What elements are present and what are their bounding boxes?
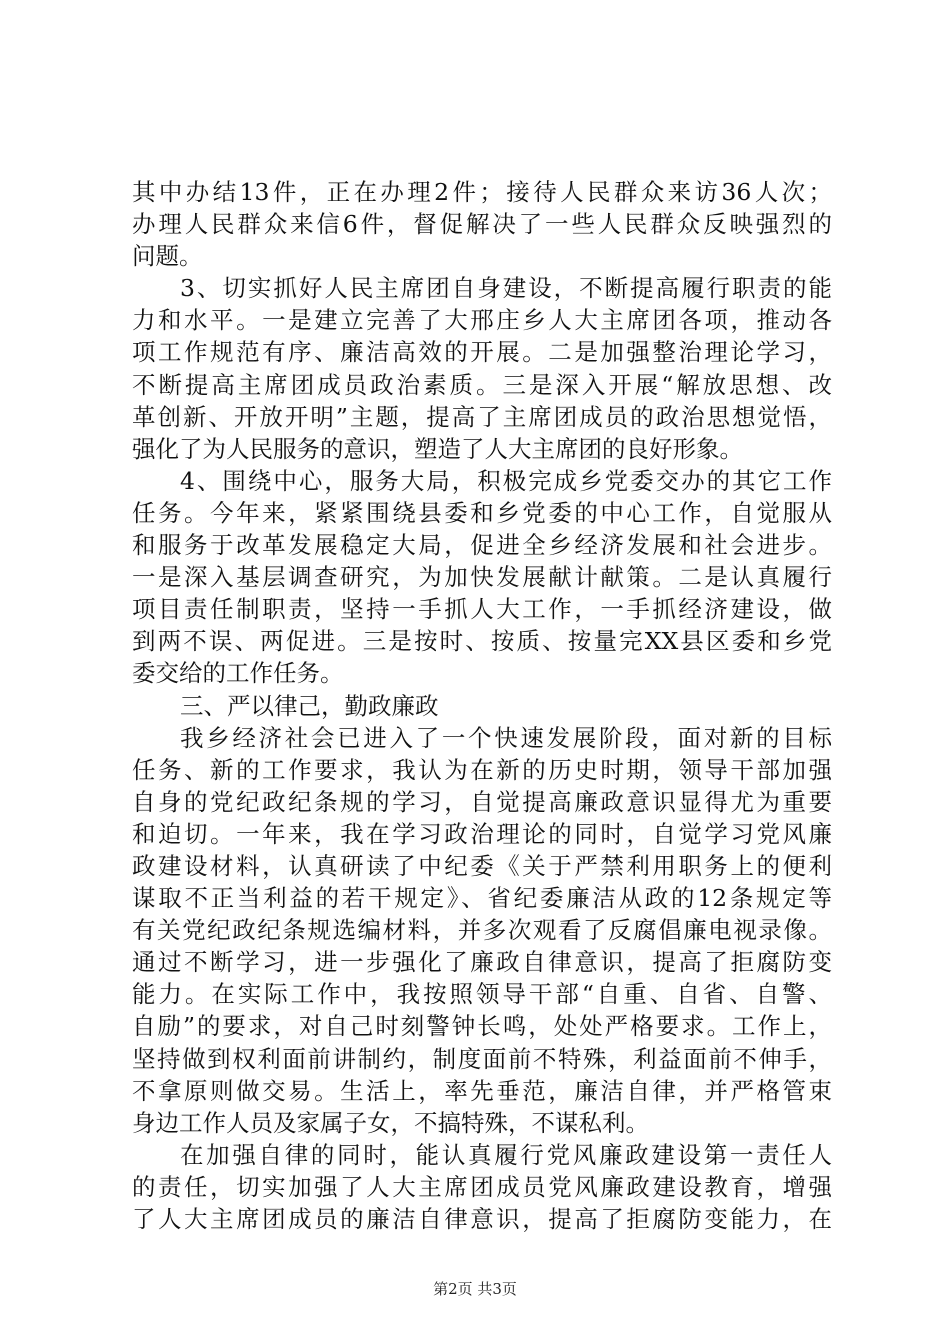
text-line: 和迫切。一年来，我在学习政治理论的同时，自觉学习党风廉: [132, 819, 832, 848]
text-line: 办理人民群众来信6件，督促解决了一些人民群众反映强烈的: [132, 210, 832, 239]
text-line: 通过不断学习，进一步强化了廉政自律意识，提高了拒腐防变: [132, 948, 832, 977]
text-line: 项目责任制职责，坚持一手抓人大工作，一手抓经济建设，做: [132, 595, 832, 624]
document-body: [132, 176, 832, 1235]
text-line: 了人大主席团成员的廉洁自律意识，提高了拒腐防变能力，在: [132, 1205, 832, 1233]
text-line: 4、围绕中心，服务大局，积极完成乡党委交办的其它工作: [180, 466, 832, 495]
text-line: 委交给的工作任务。: [132, 659, 344, 688]
text-line: 政建设材料，认真研读了中纪委《关于严禁利用职务上的便利: [132, 851, 832, 880]
text-line: 有关党纪政纪条规选编材料，并多次观看了反腐倡廉电视录像。: [132, 916, 832, 945]
text-line: 的责任，切实加强了人大主席团成员党风廉政建设教育，增强: [132, 1172, 832, 1201]
text-line: 不拿原则做交易。生活上，率先垂范，廉洁自律，并严格管束: [132, 1076, 832, 1105]
text-line: 坚持做到权利面前讲制约，制度面前不特殊，利益面前不伸手，: [132, 1044, 832, 1073]
text-line: 任务、新的工作要求，我认为在新的历史时期，领导干部加强: [132, 755, 832, 784]
text-line: 3、切实抓好人民主席团自身建设，不断提高履行职责的能: [180, 274, 832, 303]
text-line: 和服务于改革发展稳定大局，促进全乡经济发展和社会进步。: [132, 531, 832, 560]
text-line: 在加强自律的同时，能认真履行党风廉政建设第一责任人: [180, 1140, 832, 1169]
text-line: 革创新、开放开明”主题，提高了主席团成员的政治思想觉悟，: [132, 402, 832, 431]
text-line: 能力。在实际工作中，我按照领导干部“自重、自省、自警、: [132, 980, 832, 1009]
text-line: 项工作规范有序、廉洁高效的开展。二是加强整治理论学习，: [132, 338, 832, 367]
text-line: 我乡经济社会已进入了一个快速发展阶段，面对新的目标: [180, 723, 832, 752]
text-line: 任务。今年来，紧紧围绕县委和乡党委的中心工作，自觉服从: [132, 498, 832, 527]
text-line: 到两不误、两促进。三是按时、按质、按量完XX县区委和乡党: [132, 627, 832, 656]
text-line: 自身的党纪政纪条规的学习，自觉提高廉政意识显得尤为重要: [132, 787, 832, 816]
text-line: 其中办结13件，正在办理2件；接待人民群众来访36人次；: [132, 178, 832, 206]
text-line: 三、严以律己，勤政廉政: [180, 691, 439, 720]
text-line: 一是深入基层调查研究，为加快发展献计献策。二是认真履行: [132, 563, 832, 592]
text-line: 谋取不正当利益的若干规定》、省纪委廉洁从政的12条规定等: [132, 884, 832, 913]
page-footer: 第2页 共3页: [433, 1280, 517, 1298]
text-line: 身边工作人员及家属子女，不搞特殊，不谋私利。: [132, 1108, 649, 1137]
text-line: 力和水平。一是建立完善了大邢庄乡人大主席团各项，推动各: [132, 306, 832, 335]
text-line: 自励”的要求，对自己时刻警钟长鸣，处处严格要求。工作上，: [132, 1012, 832, 1041]
text-line: 强化了为人民服务的意识，塑造了人大主席团的良好形象。: [132, 434, 743, 463]
text-line: 问题。: [132, 242, 203, 271]
text-line: 不断提高主席团成员政治素质。三是深入开展“解放思想、改: [132, 370, 832, 399]
